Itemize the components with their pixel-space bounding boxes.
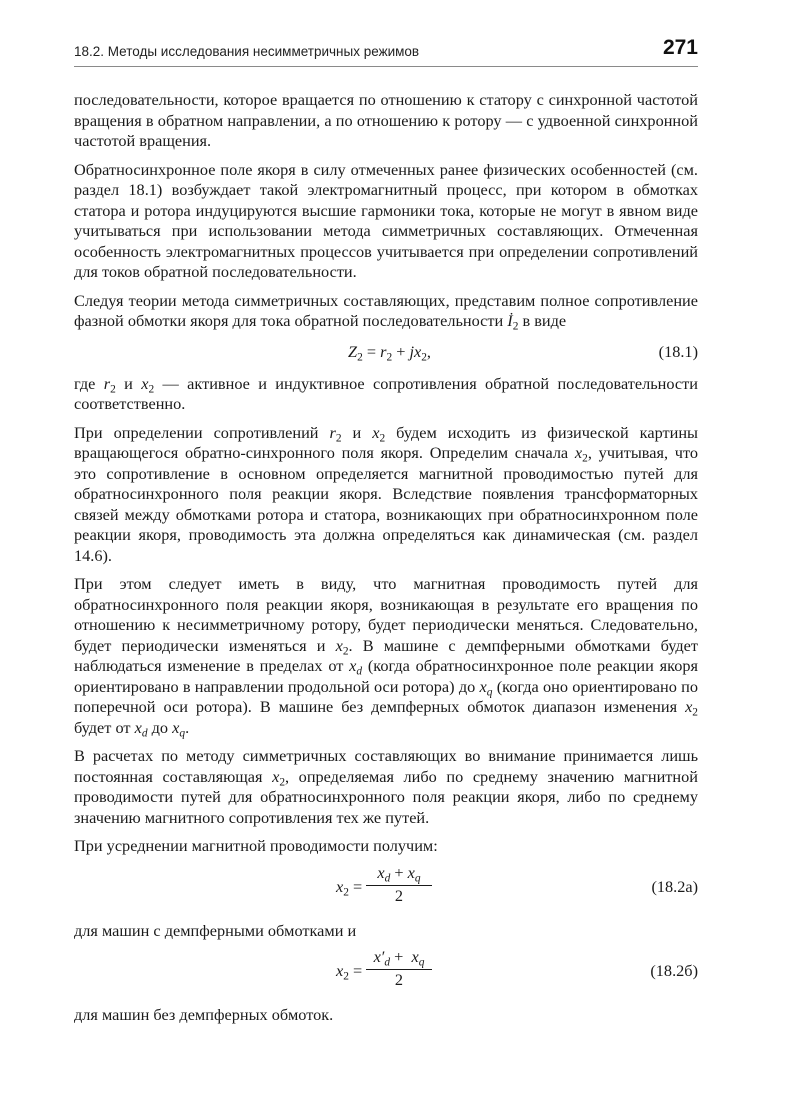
paragraph-10: для машин без демпферных обмоток. xyxy=(74,1005,334,1024)
equation-lhs: $x_2$ = xyxy=(336,876,363,898)
paragraph-7: В расчетах по методу симметричных составляющих во внимание принимается лишь постоянная составляющая $x_2$, определяемая либо по среднему значению магнитной проводимости путей для обратносинхронного поля реакции якоря, либо по среднему значению магнитного сопротивления тех же путей. xyxy=(74,746,698,827)
equation-18-1 xyxy=(74,342,698,364)
equation-fraction xyxy=(366,947,432,992)
equation-18-2a xyxy=(74,863,698,917)
fraction-numerator: $x_d + x_q$ xyxy=(366,863,432,886)
page-body xyxy=(74,90,698,1026)
paragraph-5: При определении сопротивлений $r_2$ и $x_2$ будем исходить из физической картины вращающегося обратно-синхронного поля якоря. Определим сначала $x_2$, учитывая, что это сопротивление в основном определяется магнитной проводимостью путей для обратносинхронного поля реакции якоря. Вследствие появления трансформаторных связей между обмотками ротора и статора, возникающих при обратносинхронном поле реакции якоря, проводимость эта должна определяться как динамическая (см. раздел 14.6). xyxy=(74,422,698,565)
fraction-numerator: $x'_d + x_q$ xyxy=(366,947,432,970)
equation-lhs: $x_2$ = xyxy=(336,961,363,983)
paragraph-9: для машин с демпферными обмотками и xyxy=(74,920,357,940)
equation-expression: $Z_2 = r_2 + jx_2$, xyxy=(348,341,431,363)
equation-18-2b xyxy=(74,947,698,1001)
equation-number: (18.1) xyxy=(658,341,698,361)
equation-fraction xyxy=(366,863,432,908)
equation-number: (18.2б) xyxy=(650,961,698,980)
paragraph-3: Следуя теории метода симметричных составляющих, представим полное сопротивление фазной обмотки якоря для тока обратной последовательности $İ_2$ в виде xyxy=(74,290,698,333)
paragraph-1: последовательности, которое вращается по отношению к статору с синхронной частотой вращения в обратном направлении, а по отношению к ротору — с удвоенной синхронной частотой вращения. xyxy=(74,90,698,150)
equation-number: (18.2а) xyxy=(651,876,698,896)
fraction-denominator: 2 xyxy=(394,885,404,905)
fraction-denominator: 2 xyxy=(394,970,404,989)
paragraph-6: При этом следует иметь в виду, что магнитная проводимость путей для обратносинхронного поля реакции якоря, возникающая в результате его вращения по отношению к несимметричному ротору, будет периодически меняться. Следовательно, будет периодически изменяться и $x_2$. В машине с демпферными обмотками будет наблюдаться изменение в пределах от $x_d$ (когда обратносинхронное поле реакции якоря ориентировано в направлении продольной оси ротора) до $x_q$ (когда оно ориентировано по поперечной оси ротора). В машине без демпферных обмоток диапазон изменения $x_2$ будет от $x_d$ до $x_q$. xyxy=(74,574,699,739)
page-number: 271 xyxy=(662,36,698,59)
running-head xyxy=(74,36,698,67)
paragraph-2: Обратносинхронное поле якоря в силу отмеченных ранее физических особенностей (см. раздел 18.1) возбуждает такой электромагнитный процесс, при котором в обмотках статора и ротора индуцируются высшие гармоники тока, которые не могут в явном виде учитываться при использовании метода симметричных составляющих. Отмеченная особенность электромагнитных процессов учитывается при определении сопротивлений для токов обратной последовательности. xyxy=(74,159,698,281)
paragraph-4: где $r_2$ и $x_2$ — активное и индуктивное сопротивления обратной последовательности соответственно. xyxy=(74,373,698,413)
section-title: 18.2. Методы исследования несимметричных режимов xyxy=(74,44,420,59)
paragraph-8: При усреднении магнитной проводимости получим: xyxy=(74,836,438,855)
